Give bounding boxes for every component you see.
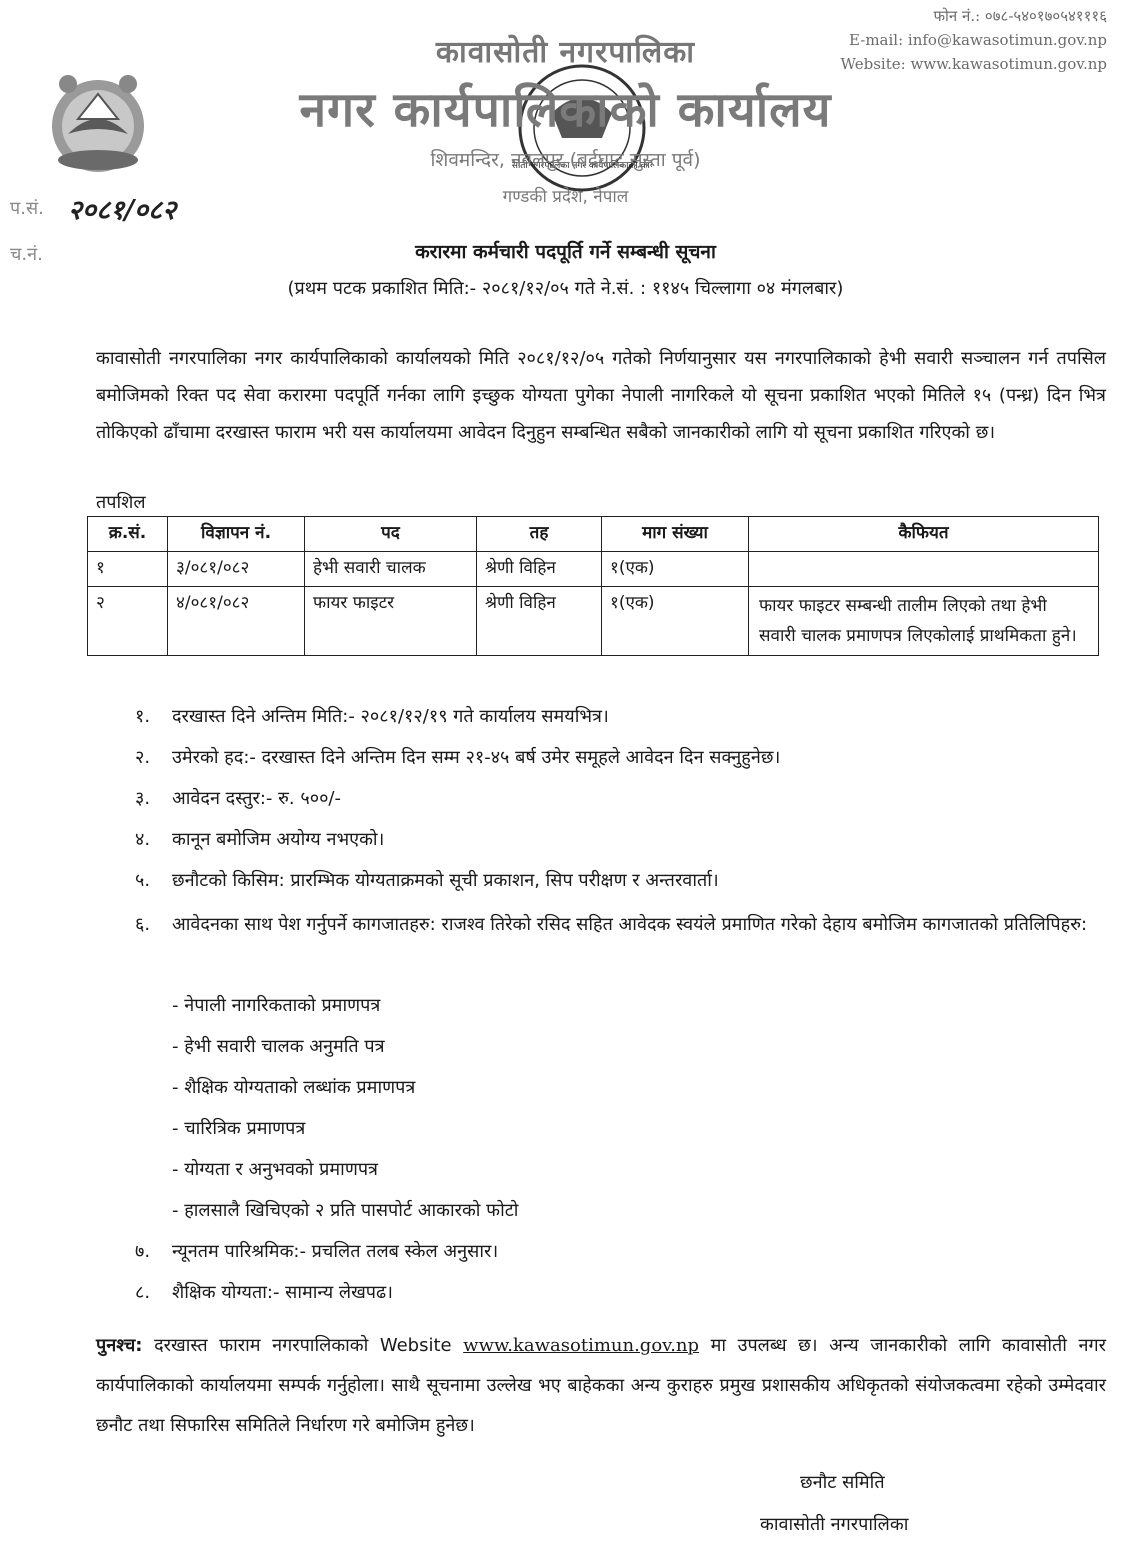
item-number: ४. <box>135 829 151 850</box>
municipality-name: कावासोती नगरपालिका <box>435 35 696 70</box>
document-item: - योग्यता र अनुभवको प्रमाणपत्र <box>172 1159 378 1180</box>
table-header-row <box>88 517 1099 552</box>
postscript-text-after: मा उपलब्ध छ। अन्य जानकारीको लागि कावासोती नगर कार्यपालिकाको कार्यालयमा सम्पर्क गर्नुहोला। साथै सूचनामा उल्लेख भए बाहेकका अन्य कुराहरु प्रमुख प्रशासकीय अधिकृतको संयोजकत्वमा रहेको उम्मेदवार छनौट तथा सिफारिस समितिले निर्धारण गरे बमोजिम हुनेछ। <box>96 1335 1106 1436</box>
table-cell: ४/०८१/०८२ <box>168 587 305 656</box>
table-header: माग संख्या <box>602 517 749 552</box>
table-cell <box>749 552 1099 587</box>
document-item: - नेपाली नागरिकताको प्रमाणपत्र <box>172 995 381 1016</box>
website-link[interactable]: www.kawasotimun.gov.np <box>463 1335 700 1356</box>
postscript-note <box>96 1326 1106 1446</box>
conditions-list <box>120 700 1100 1317</box>
postscript-text-before: दरखास्त फाराम नगरपालिकाको Website <box>154 1335 452 1356</box>
signature-committee: छनौट समिति <box>800 1472 885 1493</box>
list-item <box>120 741 1100 782</box>
table-header: कैफियत <box>749 517 1099 552</box>
item-number: ५. <box>135 870 151 891</box>
table-row <box>88 587 1099 656</box>
list-item <box>120 864 1100 905</box>
phone-text: फोन नं.: ०७८-५४०१७०५४१११६ <box>933 7 1107 25</box>
table-cell: हेभी सवारी चालक <box>305 552 477 587</box>
table-header: तह <box>477 517 602 552</box>
ref-number: २०८१/०८२ <box>68 195 177 226</box>
item-number: २. <box>135 747 151 768</box>
item-text: छनौटको किसिम: प्रारम्भिक योग्यताक्रमको सूची प्रकाशन, सिप परीक्षण र अन्तरवार्ता। <box>172 870 719 891</box>
item-number: ७. <box>135 1241 151 1262</box>
item-text: कानून बमोजिम अयोग्य नभएको। <box>172 829 385 850</box>
list-item <box>120 1276 1100 1317</box>
item-text: न्यूनतम पारिश्रमिक:- प्रचलित तलब स्केल अनुसार। <box>172 1241 499 1262</box>
dispatch-label: च.नं. <box>10 244 43 265</box>
document-item: - चारित्रिक प्रमाणपत्र <box>172 1118 306 1139</box>
signature-municipality: कावासोती नगरपालिका <box>760 1514 909 1535</box>
table-cell: श्रेणी विहिन <box>477 587 602 656</box>
table-cell: १(एक) <box>602 552 749 587</box>
table-header: क्र.सं. <box>88 517 168 552</box>
tapasil-label: तपशिल <box>96 492 146 513</box>
list-item <box>120 823 1100 864</box>
item-number: १. <box>135 706 151 727</box>
document-item: - हेभी सवारी चालक अनुमति पत्र <box>172 1036 385 1057</box>
table-cell: ३/०८१/०८२ <box>168 552 305 587</box>
item-text: शैक्षिक योग्यता:- सामान्य लेखपढ। <box>172 1282 393 1303</box>
list-item <box>120 700 1100 741</box>
document-item: - शैक्षिक योग्यताको लब्धांक प्रमाणपत्र <box>172 1077 416 1098</box>
list-item <box>120 782 1100 823</box>
notice-subtitle: (प्रथम पटक प्रकाशित मिति:- २०८१/१२/०५ गते ने.सं. : ११४५ चिल्लागा ०४ मंगलबार) <box>287 278 844 299</box>
table-cell: फायर फाइटर <box>305 587 477 656</box>
notice-paragraph: कावासोती नगरपालिका नगर कार्यपालिकाको कार्यालयको मिति २०८१/१२/०५ गतेको निर्णयानुसार यस नगरपालिकाको हेभी सवारी सञ्चालन गर्न तपसिल बमोजिमको रिक्त पद सेवा करारमा पदपूर्ति गर्नका लागि इच्छुक योग्यता पुगेका नेपाली नागरिकले यो सूचना प्रकाशित भएको मितिले १५ (पन्ध्र) दिन भित्र तोकिएको ढाँचामा दरखास्त फाराम भरी यस कार्यालयमा आवेदन दिनुहुन सम्बन्धित सबैको जानकारीको लागि यो सूचना प्रकाशित गरिएको छ। <box>96 348 1106 443</box>
table-cell: १ <box>88 552 168 587</box>
postscript-label: पुनश्च: <box>96 1335 143 1356</box>
table-cell: २ <box>88 587 168 656</box>
ref-label: प.सं. <box>10 198 44 219</box>
item-text: आवेदन दस्तुर:- रु. ५००/- <box>172 788 341 809</box>
item-text: आवेदनका साथ पेश गर्नुपर्ने कागजातहरु: राजश्व तिरेको रसिद सहित आवेदक स्वयंले प्रमाणित गरेको देहाय बमोजिम कागजातको प्रतिलिपिहरु: <box>172 914 1088 935</box>
website-text: Website: www.kawasotimun.gov.np <box>840 55 1107 73</box>
address-line-1: शिवमन्दिर, नवलपुर (बर्दघाट सुस्ता पूर्व) <box>430 149 701 171</box>
item-number: ६. <box>135 914 151 935</box>
address-line-2: गण्डकी प्रदेश, नेपाल <box>502 187 629 207</box>
vacancy-table <box>87 516 1099 656</box>
table-header: पद <box>305 517 477 552</box>
table-cell: श्रेणी विहिन <box>477 552 602 587</box>
table-cell: फायर फाइटर सम्बन्धी तालीम लिएको तथा हेभी सवारी चालक प्रमाणपत्र लिएकोलाई प्राथमिकता हुने। <box>749 587 1099 656</box>
email-text: E-mail: info@kawasotimun.gov.np <box>849 31 1107 49</box>
document-item: - हालसालै खिचिएको २ प्रति पासपोर्ट आकारको फोटो <box>172 1200 519 1221</box>
list-item <box>120 905 1100 989</box>
table-header: विज्ञापन नं. <box>168 517 305 552</box>
table-cell: १(एक) <box>602 587 749 656</box>
table-row <box>88 552 1099 587</box>
item-text: दरखास्त दिने अन्तिम मिति:- २०८१/१२/१९ गते कार्यालय समयभित्र। <box>172 706 609 727</box>
seal-text: सोती नगरपालिका नगर कार्यपालिकाको का <box>512 161 650 171</box>
item-text: उमेरको हद:- दरखास्त दिने अन्तिम दिन सम्म २१-४५ बर्ष उमेर समूहले आवेदन दिन सक्नुहुनेछ। <box>172 747 781 768</box>
office-name: नगर कार्यपालिकाको कार्यालय <box>299 82 832 138</box>
item-number: ३. <box>135 788 151 809</box>
notice-title: करारमा कर्मचारी पदपूर्ति गर्ने सम्बन्धी सूचना <box>415 241 716 263</box>
list-item <box>120 1235 1100 1276</box>
item-number: ८. <box>135 1282 151 1303</box>
